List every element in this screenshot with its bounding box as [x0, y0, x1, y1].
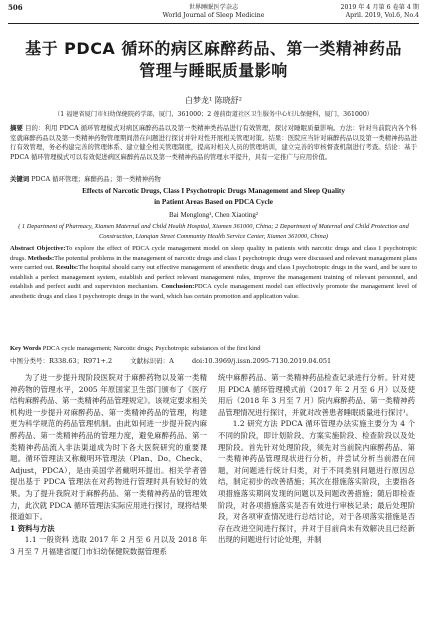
author-list: 白梦龙¹ 陈晓舒² — [185, 96, 242, 105]
abstract-cn-label: 摘要 — [10, 124, 23, 132]
keywords-en-label: Key Words — [10, 345, 42, 352]
article-title — [0, 38, 427, 82]
journal-name-en: World Journal of Sleep Medicine — [162, 11, 265, 19]
results-label: Results: — [55, 264, 79, 272]
methods-paragraph: 1.2 研究方法 PDCA 循环管理办法实施主要分为 4 个不同的阶段，即计划阶段、方案实施阶段、检查阶段以及处理阶段。首先针对处理阶段，须先对当前院内麻醉药品、第一类精神药品管理现状进行分析，并尝试分析当前潜在问题，对问题进行统计归类，对于不同类别问题进行原因总结，制定初步的改善措施；其次在措施落实阶段，主要指各项措施落实期间发现的问题以及问题改善措施；随后即检查阶段，对各项措施落实是否有效进行审核记录；最后处理阶段，对各项审查情况进行总结讨论，对于各项落实措施是否存在改进空间进行探讨，并对于目前尚未有效解决且已经新出现的问题进行讨论处理，并制 — [218, 419, 415, 545]
english-affiliation: ( 1 Department of Pharmacy, Xiamen Maternal and Child Health Hospital, Xiamen 361000, China; 2 Department of Maternal and Child Protection and Construction, Lianqian Street Community Health Service Center, Xiamen 361000, China) — [18, 223, 409, 240]
english-title-line-2: in Patient Areas Based on PDCA Cycle — [154, 198, 273, 206]
objective-text: To explore the effect of PDCA cycle management model on sleep quality in patients with narcotic drugs and class I psychotropic drugs. — [10, 245, 418, 262]
classification-line — [10, 356, 417, 365]
journal-name-cn: 世界睡眠医学杂志 — [188, 4, 239, 11]
title-line-2: 管理与睡眠质量影响 — [139, 61, 288, 80]
issue-en: April. 2019, Vol.6, No.4 — [345, 11, 419, 19]
header-divider — [8, 23, 419, 24]
author-affiliation: （1 福建省厦门市妇幼保健院药学部，厦门，361000；2 莲前街道社区卫生服务中心妇儿保健科，厦门，361000） — [54, 111, 373, 118]
methods-label: Methods: — [27, 254, 55, 262]
body-column-left — [10, 372, 207, 558]
keywords-cn — [10, 174, 417, 183]
results-text: The hospital should carry out effective management of anesthetic drugs and class I psychotropic drugs in the ward, and be sure to establish a perfect management system, establish and perfect relevant management rules, improve the management training of relevant personnel, and establish and perfect audit and supervision mechanism. — [10, 264, 418, 291]
english-title — [0, 186, 427, 208]
title-line-1: 基于 PDCA 循环的病区麻醉药品、第一类精神药品 — [25, 39, 402, 58]
english-title-line-1: Effects of Narcotic Drugs, Class I Psychotropic Drugs Management and Sleep Quality — [82, 187, 345, 195]
running-header — [8, 4, 419, 22]
intro-paragraph: 为了进一步提升现阶段医院对于麻醉药物以及第一类精神药物的管理水平，2005 年原国家卫生部门颁布了《医疗结构麻醉药品、第一类精神药品管理规定》。该规定要求相关机构进一步提升对麻醉药品、第一类精神药品的管理，构建更为科学规范的药品管理机制。由此如何进一步提升院内麻醉药品、第一类精神药品的管理力度，避免麻醉药品、第一类精神药品流入非法渠道成为时下各大医院研究的重要课题。循环管理法又称戴明环管理法（Plan、Do、Check、Adjust，PDCA），是由美国学者戴明环提出。相关学者曾提出基于 PDCA 管理法在对药物进行管理时具有较好的效果。为了提升我院对于麻醉药品、第一类精神药品的管理效力，此次就 PDCA 循环管理法实际应用进行探讨，现将结果报道如下。 — [10, 373, 207, 522]
objective-label: Objective: — [36, 245, 66, 252]
abstract-en-label: Abstract — [10, 245, 35, 252]
continued-paragraph: 统中麻醉药品、第一类精神药品检查记录进行分析。针对使用 PDCA 循环管理模式前（2017 年 2 月至 6 月）以及使用后（2018 年 3 月至 7 月）院内麻醉药品、第一类精神药品管理情况进行探讨，并就对改善患者睡眠质量进行探讨¹。 — [218, 373, 415, 417]
keywords-cn-text: PDCA 循环管理；麻醉药品；第一类精神药物 — [31, 175, 161, 183]
keywords-cn-label: 关键词 — [10, 175, 30, 183]
issue-info — [341, 4, 419, 19]
keywords-en-text: PDCA cycle management; Narcotic drugs; Psychotropic substances of the first kind — [42, 345, 261, 352]
english-authors: Bai Menglong¹, Chen Xiaoting² — [169, 211, 258, 219]
document-code: 文献标识码：A — [130, 357, 174, 365]
clc-number: 中图分类号：R338.63；R971+.2 — [10, 357, 113, 365]
general-data-paragraph: 1.1 一般资料 选取 2017 年 2 月至 6 月以及 2018 年 3 月至 7 月福建省厦门市妇幼保健院数据管理系 — [10, 535, 207, 556]
abstract-en — [10, 244, 417, 302]
page-number: 506 — [8, 3, 23, 12]
issue-cn: 2019 年 4 月第 6 卷第 4 期 — [340, 4, 419, 11]
section-heading-1: 1 资料与方法 — [10, 523, 55, 533]
conclusion-label: Conclusion: — [161, 283, 195, 291]
abstract-cn — [10, 124, 417, 162]
keywords-en — [10, 345, 417, 352]
doi: doi:10.3969/j.issn.2095-7130.2019.04.051 — [191, 357, 332, 365]
conclusion-text: PDCA cycle management model can effectively promote the management level of anesthetic drugs and class I psychotropic drugs in the ward, which has certain promotion and application value. — [10, 283, 417, 300]
methods-text: The potential problems in the management of narcotic drugs and class I psychotropic drugs were discussed and relevant management plans were carried out. — [10, 254, 418, 272]
body-column-right — [218, 372, 415, 546]
abstract-cn-text: 目的：利用 PDCA 循环管理模式对病区麻醉药品以及第一类精神类药品进行有效管理，探讨对睡眠质量影响。方法：针对当前院内各个科室就麻醉药品以及第一类精神药物管理期间潜在问题进行探讨并针对性开展相关管理对策。结果：医院应当针对麻醉药品以及第一类精神药品进行有效管理，务必构建完善的管理体系、建立健全相关管理制度，提高对相关人员的管理培训，建立完善的审核督查机制进行考查。结论：基于 PDCA 循环管理模式可以有效促进病区麻醉药品以及第一类精神药品的管理水平提升，具有一定推广与应用价值。 — [10, 124, 417, 161]
